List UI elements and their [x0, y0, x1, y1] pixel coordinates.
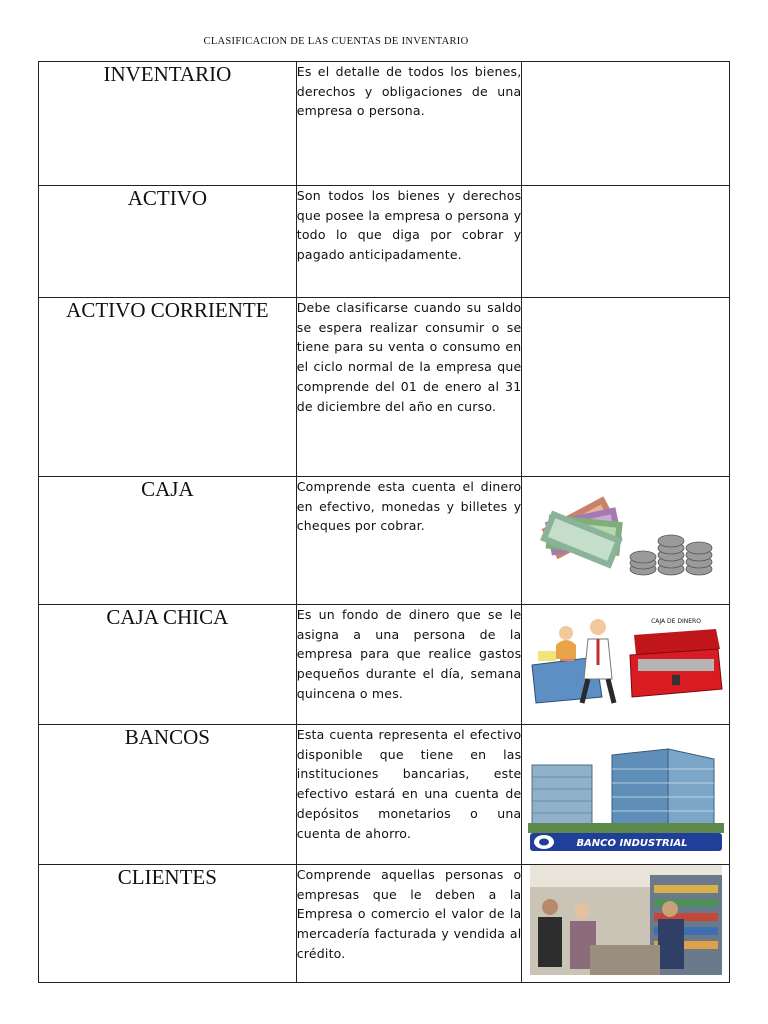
- term-label: ACTIVO CORRIENTE: [66, 298, 269, 322]
- term-cell: [39, 62, 297, 186]
- petty-cash-box-image: [526, 605, 726, 709]
- image-caption: BANCO INDUSTRIAL: [576, 838, 688, 849]
- term-label: BANCOS: [124, 725, 210, 749]
- image-cell: [522, 477, 730, 605]
- image-cell: [522, 865, 730, 983]
- term-cell: [39, 865, 297, 983]
- description-cell: Son todos los bienes y derechos que posee la empresa o persona y todo lo que diga por cobrar y pagado anticipadamente.: [296, 186, 522, 298]
- table-row: [39, 62, 730, 186]
- image-cell: [522, 298, 730, 477]
- term-label: CAJA CHICA: [106, 605, 229, 629]
- term-cell: [39, 605, 297, 725]
- table-row: [39, 725, 730, 865]
- term-label: ACTIVO: [127, 186, 208, 210]
- image-cell: [522, 62, 730, 186]
- image-cell: [522, 186, 730, 298]
- term-label: CAJA: [141, 477, 194, 501]
- description-cell: Comprende aquellas personas o empresas que le deben a la Empresa o comercio el valor de la mercadería facturada y vendida al crédito.: [296, 865, 522, 983]
- term-cell: [39, 477, 297, 605]
- term-label: CLIENTES: [117, 865, 217, 889]
- description-cell: Es el detalle de todos los bienes, derechos y obligaciones de una empresa o persona.: [296, 62, 522, 186]
- description-cell: Es un fondo de dinero que se le asigna a una persona de la empresa para que realice gastos pequeños durante el día, semana quincena o mes.: [296, 605, 522, 725]
- bank-building-image: [528, 725, 724, 853]
- term-cell: [39, 725, 297, 865]
- table-row: [39, 298, 730, 477]
- image-caption: CAJA DE DINERO: [650, 618, 701, 625]
- table-row: [39, 605, 730, 725]
- table-row: [39, 865, 730, 983]
- image-cell: [522, 605, 730, 725]
- description-cell: Debe clasificarse cuando su saldo se espera realizar consumir o se tiene para su venta o consumo en el ciclo normal de la empresa que comprende del 01 de enero al 31 de diciembre del año en curso.: [296, 298, 522, 477]
- term-cell: [39, 186, 297, 298]
- document-title: CLASIFICACION DE LAS CUENTAS DE INVENTARIO: [203, 36, 469, 47]
- inventory-table: [38, 61, 730, 983]
- description-cell: Esta cuenta representa el efectivo disponible que tiene en las instituciones bancarias, este efectivo estará en una cuenta de depósitos monetarios o una cuenta de ahorro.: [296, 725, 522, 865]
- term-cell: [39, 298, 297, 477]
- term-label: INVENTARIO: [103, 62, 232, 86]
- table-row: [39, 477, 730, 605]
- description-cell: Comprende esta cuenta el dinero en efectivo, monedas y billetes y cheques por cobrar.: [296, 477, 522, 605]
- table-row: [39, 186, 730, 298]
- store-customers-image: [530, 865, 722, 975]
- image-cell: [522, 725, 730, 865]
- money-bills-coins-image: [531, 477, 721, 587]
